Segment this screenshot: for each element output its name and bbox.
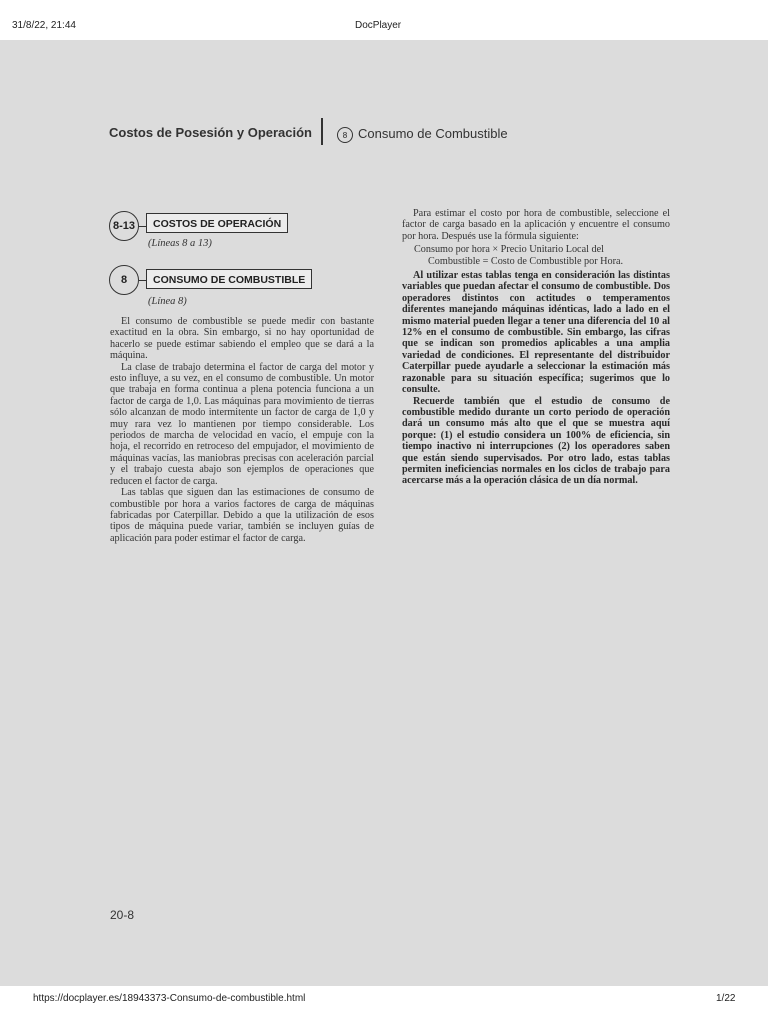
body-paragraph: Las tablas que siguen dan las estimaciones de consumo de combustible por hora a varios factores de carga de máquinas fabricadas por Caterpillar. Debido a que la utilización de esos tipos de máquina puede variar, también se incluyen guías de aplicación para poder estimar el factor de carga. [110,487,374,544]
intro-paragraph: Para estimar el costo por hora de combustible, seleccione el factor de carga basado en la aplicación y encuentre el consumo por hora. Después use la fórmula siguiente: [402,208,670,242]
left-text-column [110,316,374,544]
print-page-count: 1/22 [716,993,736,1004]
item-number-badge: 8 [109,265,139,295]
print-datetime: 31/8/22, 21:44 [12,20,76,31]
badge-connector [139,226,146,227]
item-label-box: COSTOS DE OPERACIÓN [146,213,288,233]
chapter-title: Consumo de Combustible [358,126,508,141]
body-paragraph: El consumo de combustible se puede medir con bastante exactitud en la obra. Sin embargo, si no hay oportunidad de hacerlo se puede estimar sabiendo el empleo que se dará a la máquina. [110,316,374,362]
item-lines-reference: (Línea 8) [148,296,187,307]
page-number: 20-8 [110,908,135,922]
item-lines-reference: (Líneas 8 a 13) [148,238,212,249]
section-title: Costos de Posesión y Operación [109,125,312,140]
chapter-number-badge: 8 [337,127,353,143]
print-url: https://docplayer.es/18943373-Consumo-de-combustible.html [33,993,306,1004]
bold-paragraph: Recuerde también que el estudio de consumo de combustible medido durante un corto periodo de operación dará un consumo más alto que el que se muestra aquí porque: (1) el estudio considera un 100% de eficiencia, sin tiempo inactivo ni interrupciones (2) los operadores saben que están siendo supervisados. Por otro lado, estas tablas permiten ineficiencias normales en los ciclos de trabajo para acercarse más a la operación clásica de un día normal. [402,395,670,487]
bold-paragraph: Al utilizar estas tablas tenga en consideración las distintas variables que puedan afectar el consumo de combustible. Dos operadores distintos con actitudes o temperamentos diferentes manejando máquinas idénticas, lado a lado en el mismo material pueden llegar a tener una diferencia del 10 al 12% en el consumo de combustible. Sin embargo, las cifras que se indican son promedios aplicables a una amplia variedad de condiciones. El representante del distribuidor Caterpillar puede ayudarle a seleccionar la estimación más razonable para su situación específica; sugerimos que lo consulte. [402,270,670,396]
bold-paragraphs [402,270,670,487]
body-paragraph: La clase de trabajo determina el factor de carga del motor y esto influye, a su vez, en el consumo de combustible. Un motor que trabaja en forma continua a plena potencia funciona a un factor de carga de 1,0. Las máquinas para movimiento de tierras sólo alcanzan de modo intermitente un factor de carga de 1,0 y muy rara vez lo mantienen por tiempo considerable. Los periodos de marcha de velocidad en vacío, el empuje con la hoja, el recorrido en retroceso del empujador, el movimiento de máquinas vacías, las maniobras precisas con aceleración parcial y el trabajo cuesta abajo son ejemplos de operaciones que reducen el factor de carga. [110,361,374,487]
right-text-column [402,208,670,487]
badge-connector [139,280,146,281]
print-site-name: DocPlayer [355,20,402,31]
item-label-box: CONSUMO DE COMBUSTIBLE [146,269,312,289]
formula-line: Combustible = Costo de Combustible por Hora. [428,255,624,267]
document-page [0,40,768,986]
item-number-badge: 8-13 [109,211,139,241]
title-divider [321,118,323,145]
formula-line: Consumo por hora × Precio Unitario Local del [414,244,604,256]
